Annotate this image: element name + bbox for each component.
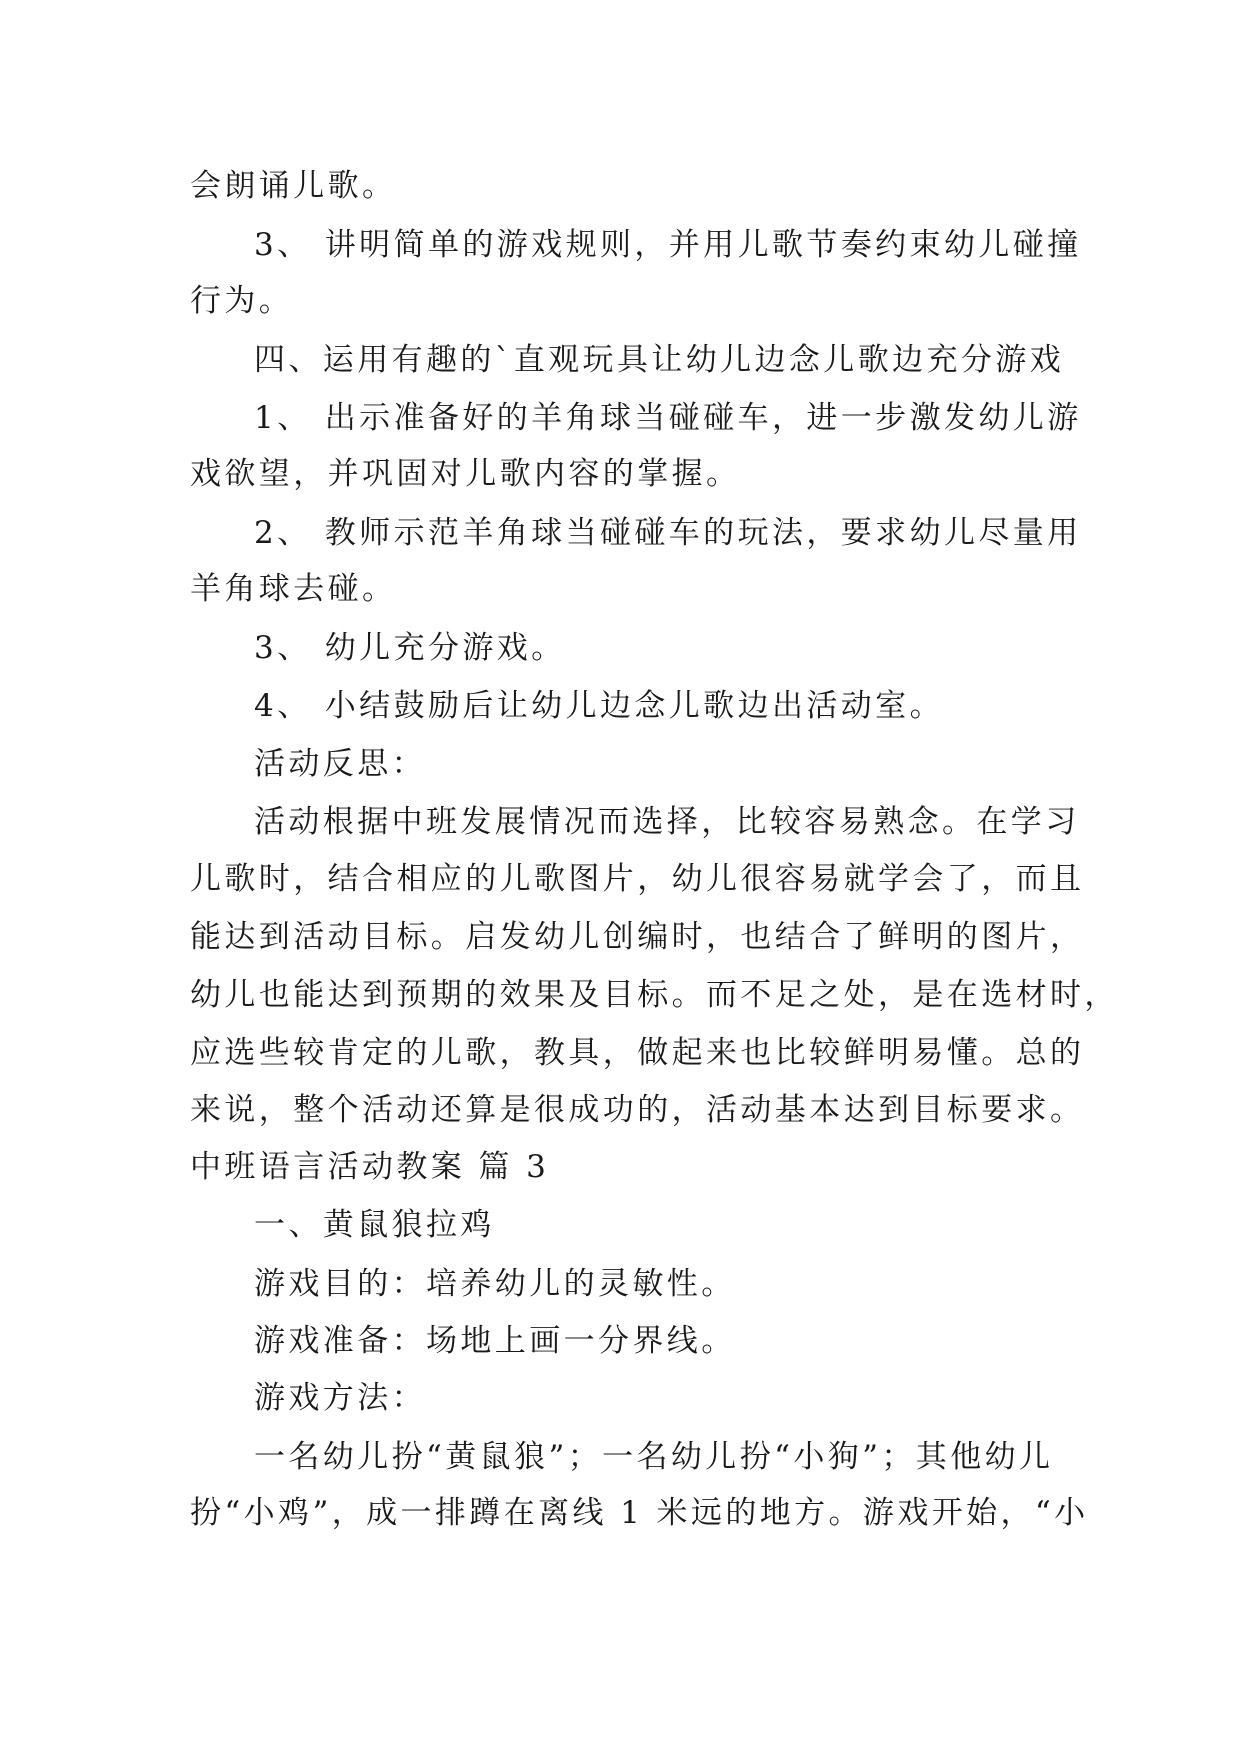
text-line: 1、 出示准备好的羊角球当碰碰车，进一步激发幼儿游: [254, 400, 1082, 436]
text-line: 4、 小结鼓励后让幼儿边念儿歌边出活动室。: [254, 688, 944, 724]
text-line: 能达到活动目标。启发幼儿创编时，也结合了鲜明的图片，: [190, 919, 1085, 955]
text-line: 来说，整个活动还算是很成功的，活动基本达到目标要求。: [190, 1092, 1085, 1128]
text-line: 扮“小鸡”，成一排蹲在离线 1 米远的地方。游戏开始，“小: [190, 1495, 1089, 1531]
text-line: 应选些较肯定的儿歌，教具，做起来也比较鲜明易懂。总的: [190, 1035, 1085, 1071]
text-line: 羊角球去碰。: [190, 571, 397, 607]
text-line: 2、 教师示范羊角球当碰碰车的玩法，要求幼儿尽量用: [254, 515, 1082, 551]
text-line: 行为。: [190, 283, 294, 319]
text-line: 活动根据中班发展情况而选择，比较容易熟念。在学习: [254, 804, 1080, 840]
section-heading: 活动反思：: [254, 746, 426, 782]
text-line: 一名幼儿扮“黄鼠狼”；一名幼儿扮“小狗”；其他幼儿: [254, 1439, 1054, 1475]
text-line: 会朗诵儿歌。: [190, 168, 397, 204]
section-title: 中班语言活动教案 篇 3: [190, 1149, 550, 1185]
text-line: 游戏目的：培养幼儿的灵敏性。: [254, 1266, 736, 1302]
section-heading: 一、黄鼠狼拉鸡: [254, 1207, 495, 1243]
section-heading: 四、运用有趣的`直观玩具让幼儿边念儿歌边充分游戏: [254, 342, 1065, 378]
text-line: 3、 讲明简单的游戏规则，并用儿歌节奏约束幼儿碰撞: [254, 227, 1082, 263]
text-line: 游戏方法：: [254, 1380, 426, 1416]
text-line: 儿歌时，结合相应的儿歌图片，幼儿很容易就学会了，而且: [190, 861, 1085, 897]
text-line: 3、 幼儿充分游戏。: [254, 630, 566, 666]
text-line: 游戏准备：场地上画一分界线。: [254, 1323, 736, 1359]
text-line: 戏欲望，并巩固对儿歌内容的掌握。: [190, 456, 741, 492]
text-line: 幼儿也能达到预期的效果及目标。而不足之处，是在选材时，: [190, 977, 1119, 1013]
